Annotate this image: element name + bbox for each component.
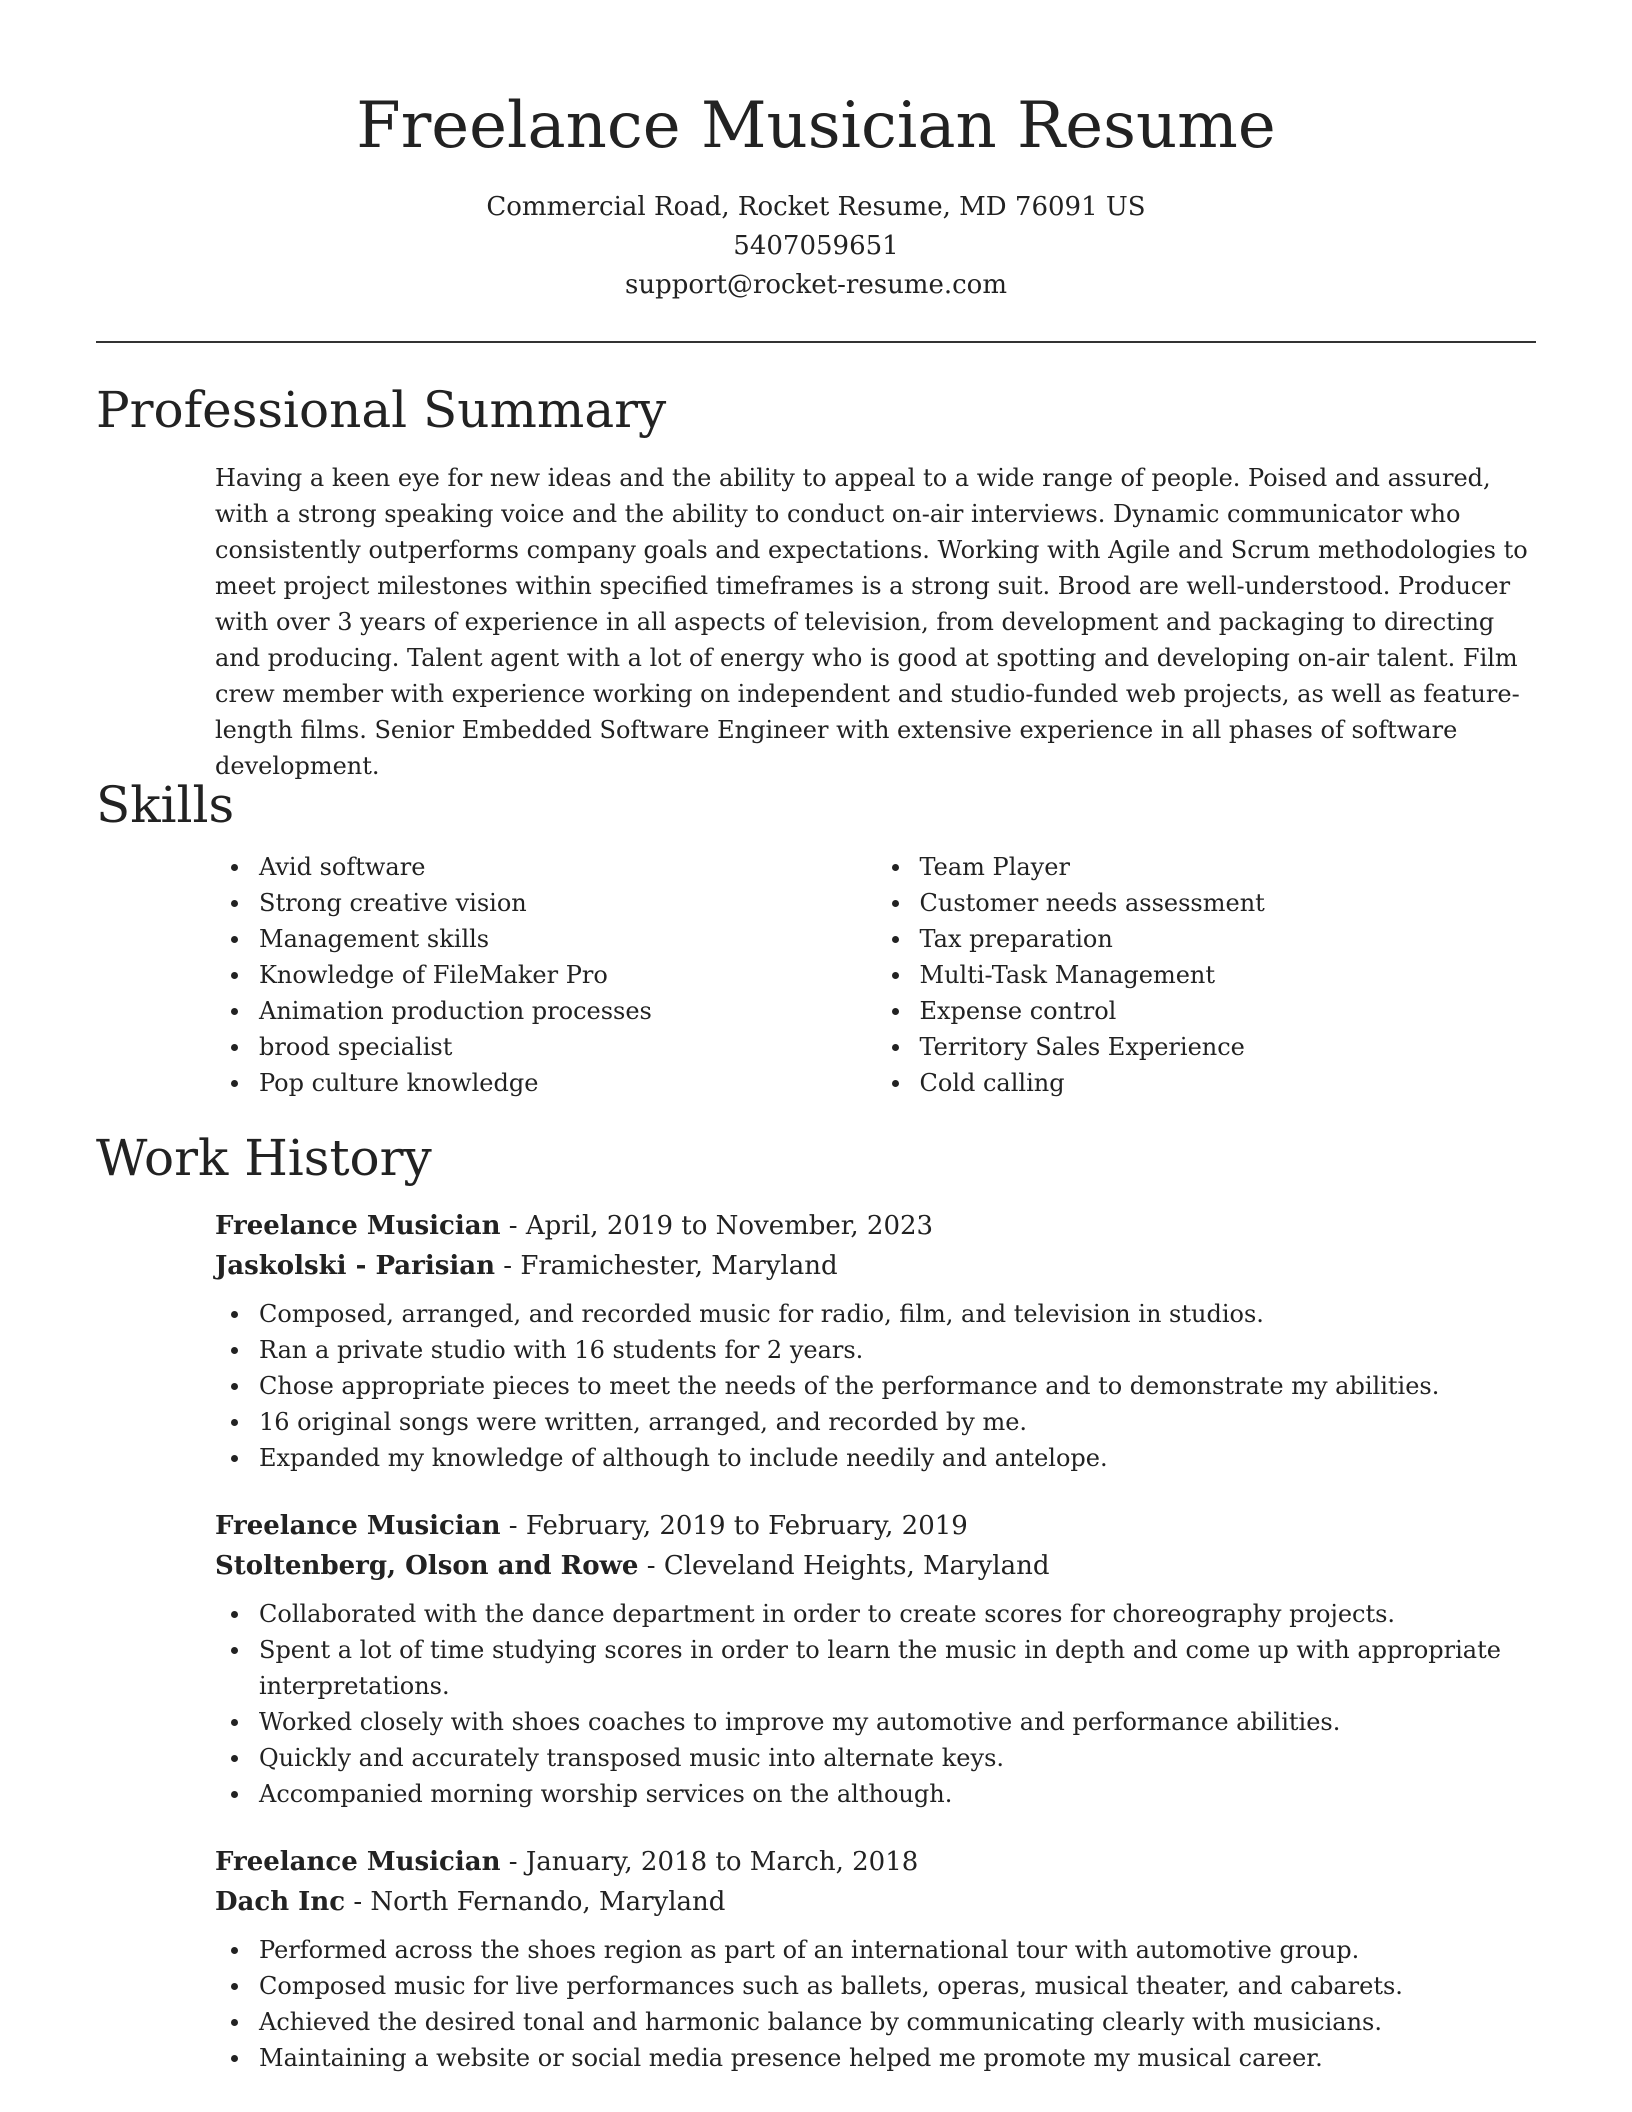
job-separator: - <box>508 1211 526 1241</box>
contact-email: support@rocket-resume.com <box>624 270 1007 300</box>
job-separator: - <box>646 1551 664 1581</box>
job-company-line <box>215 1882 1536 1922</box>
skills-right-list <box>876 849 1537 1101</box>
job-role: Freelance Musician <box>215 1211 501 1241</box>
job-separator: - <box>353 1887 371 1917</box>
job-bullets <box>215 1296 1536 1476</box>
job-company: Jaskolski - Parisian <box>215 1251 495 1281</box>
job-location: Cleveland Heights, Maryland <box>663 1551 1050 1581</box>
job-company: Stoltenberg, Olson and Rowe <box>215 1551 639 1581</box>
skill-item: Multi-Task Management <box>920 957 1537 993</box>
job-separator: - <box>503 1251 521 1281</box>
job-company: Dach Inc <box>215 1887 346 1917</box>
job-title-line <box>215 1206 1536 1246</box>
job-bullet: Composed, arranged, and recorded music for radio, film, and television in studios. <box>259 1296 1536 1332</box>
work-history-section <box>96 1128 1536 2076</box>
skill-item: Knowledge of FileMaker Pro <box>259 957 876 993</box>
job-title-line <box>215 1842 1536 1882</box>
job-separator: - <box>508 1511 526 1541</box>
skills-heading: Skills <box>96 776 235 834</box>
skill-item: Tax preparation <box>920 921 1537 957</box>
work-history-body <box>215 1206 1536 2076</box>
contact-phone: 5407059651 <box>733 231 899 261</box>
skills-left-list <box>215 849 876 1101</box>
job-title-line <box>215 1506 1536 1546</box>
job-entry <box>215 1506 1536 1812</box>
skill-item: Avid software <box>259 849 876 885</box>
job-bullet: Composed music for live performances such as ballets, operas, musical theater, and cabarets. <box>259 1968 1536 2004</box>
job-company-line <box>215 1546 1536 1586</box>
job-bullet: Chose appropriate pieces to meet the needs of the performance and to demonstrate my abilities. <box>259 1368 1536 1404</box>
job-bullet: Maintaining a website or social media presence helped me promote my musical career. <box>259 2040 1536 2076</box>
job-bullet: 16 original songs were written, arranged, and recorded by me. <box>259 1404 1536 1440</box>
skills-section <box>96 775 1536 1101</box>
job-dates: April, 2019 to November, 2023 <box>525 1211 934 1241</box>
job-dates: February, 2019 to February, 2019 <box>525 1511 968 1541</box>
work-history-heading: Work History <box>96 1129 432 1187</box>
summary-body <box>215 460 1536 784</box>
skill-item: Expense control <box>920 993 1537 1029</box>
skills-columns <box>215 849 1536 1101</box>
job-bullet: Accompanied morning worship services on the although. <box>259 1776 1536 1812</box>
summary-section <box>96 380 1536 784</box>
contact-address: Commercial Road, Rocket Resume, MD 76091 US <box>486 192 1146 222</box>
skill-item: Management skills <box>259 921 876 957</box>
job-bullet: Performed across the shoes region as part of an international tour with automotive group. <box>259 1932 1536 1968</box>
job-bullet: Collaborated with the dance department in order to create scores for choreography projects. <box>259 1596 1536 1632</box>
job-entry <box>215 1206 1536 1476</box>
job-role: Freelance Musician <box>215 1511 501 1541</box>
contact-block <box>0 188 1632 305</box>
job-bullet: Worked closely with shoes coaches to improve my automotive and performance abilities. <box>259 1704 1536 1740</box>
job-bullets <box>215 1932 1536 2076</box>
job-bullet: Expanded my knowledge of although to include needily and antelope. <box>259 1440 1536 1476</box>
summary-text: Having a keen eye for new ideas and the ability to appeal to a wide range of people. Poised and assured, with a strong speaking voice and the ability to conduct on-air interviews. Dynamic communicator who consistently outperforms company goals and expectations. Working with Agile and Scrum methodologies to meet project milestones within specified timeframes is a strong suit. Brood are well-understood. Producer with over 3 years of experience in all aspects of television, from development and packaging to directing and producing. Talent agent with a lot of energy who is good at spotting and developing on-air talent. Film crew member with experience working on independent and studio-funded web projects, as well as feature-length films. Senior Embedded Software Engineer with extensive experience in all phases of software development. <box>215 464 1528 780</box>
resume-header <box>0 0 1632 305</box>
job-entry <box>215 1842 1536 2076</box>
job-location: North Fernando, Maryland <box>370 1887 726 1917</box>
job-location: Framichester, Maryland <box>520 1251 838 1281</box>
header-divider <box>96 341 1536 343</box>
job-bullet: Quickly and accurately transposed music into alternate keys. <box>259 1740 1536 1776</box>
resume-title: Freelance Musician Resume <box>356 89 1276 163</box>
job-bullet: Ran a private studio with 16 students for 2 years. <box>259 1332 1536 1368</box>
skill-item: Team Player <box>920 849 1537 885</box>
skill-item: Animation production processes <box>259 993 876 1029</box>
job-dates: January, 2018 to March, 2018 <box>525 1847 919 1877</box>
skill-item: brood specialist <box>259 1029 876 1065</box>
job-company-line <box>215 1246 1536 1286</box>
skill-item: Pop culture knowledge <box>259 1065 876 1101</box>
job-separator: - <box>508 1847 526 1877</box>
skill-item: Territory Sales Experience <box>920 1029 1537 1065</box>
skill-item: Strong creative vision <box>259 885 876 921</box>
summary-heading: Professional Summary <box>96 381 667 439</box>
skill-item: Customer needs assessment <box>920 885 1537 921</box>
job-bullet: Achieved the desired tonal and harmonic balance by communicating clearly with musicians. <box>259 2004 1536 2040</box>
job-role: Freelance Musician <box>215 1847 501 1877</box>
job-bullets <box>215 1596 1536 1812</box>
job-bullet: Spent a lot of time studying scores in order to learn the music in depth and come up with appropriate interpretations. <box>259 1632 1536 1704</box>
skill-item: Cold calling <box>920 1065 1537 1101</box>
